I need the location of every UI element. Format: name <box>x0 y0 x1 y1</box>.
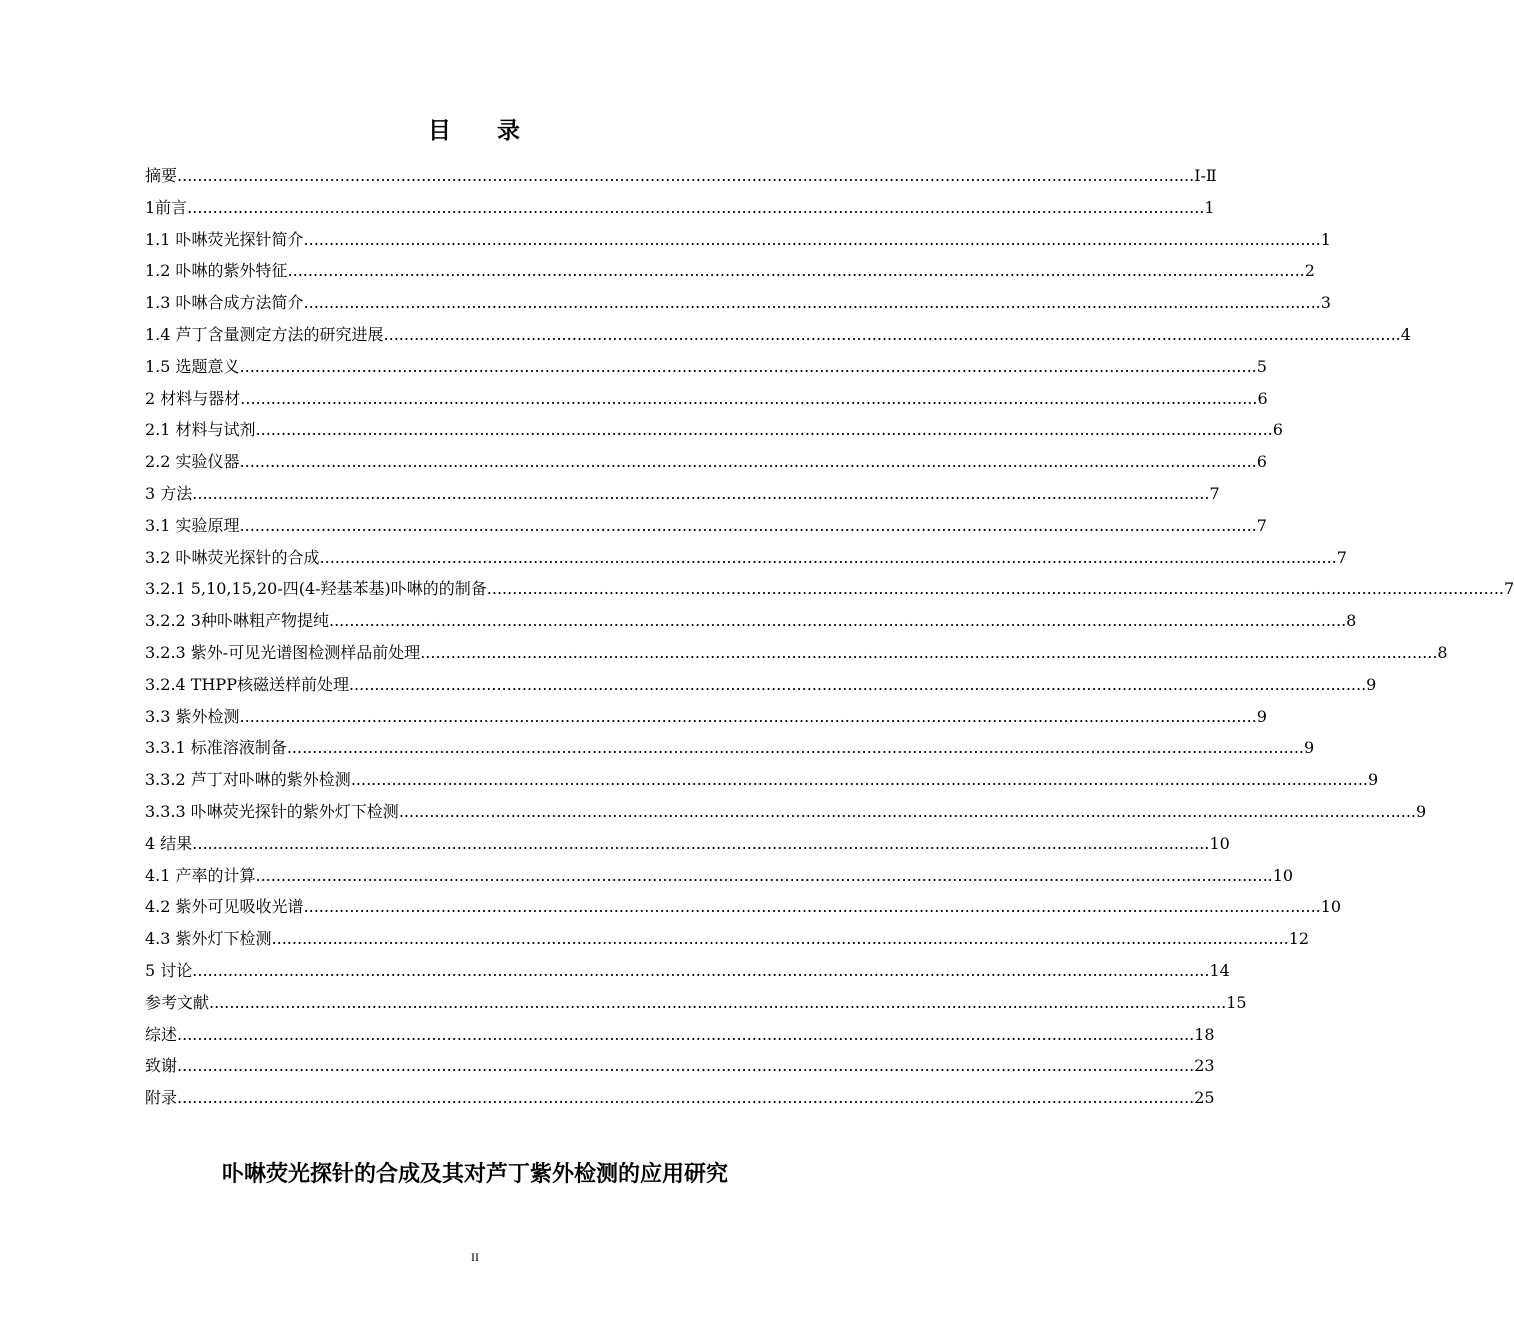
toc-leader-dots: ........................................................................................................................................................................................................ <box>420 642 1438 662</box>
toc-heading-left: 目 <box>428 117 453 144</box>
toc-entry[interactable] <box>145 987 1247 1019</box>
toc-entry-label: 2.2 实验仪器 <box>145 452 240 472</box>
toc-entry-page: 9 <box>1368 770 1379 790</box>
toc-entry-page: 7 <box>1256 515 1267 535</box>
toc-leader-dots: ........................................................................................................................................................................................................ <box>177 1056 1195 1076</box>
toc-entry-label: 3.1 实验原理 <box>145 515 240 535</box>
toc-entry[interactable] <box>145 860 1294 892</box>
table-of-contents <box>145 160 1514 1114</box>
toc-leader-dots: ........................................................................................................................................................................................................ <box>398 801 1416 821</box>
toc-entry-page: 18 <box>1194 1024 1215 1044</box>
toc-leader-dots: ........................................................................................................................................................................................................ <box>239 452 1257 472</box>
toc-leader-dots: ........................................................................................................................................................................................................ <box>486 579 1504 599</box>
toc-leader-dots: ........................................................................................................................................................................................................ <box>303 229 1321 249</box>
toc-leader-dots: ........................................................................................................................................................................................................ <box>239 706 1257 726</box>
toc-entry-label: 1.4 芦丁含量测定方法的研究进展 <box>145 324 384 344</box>
toc-entry-page: Ⅰ-Ⅱ <box>1194 166 1217 185</box>
toc-entry[interactable] <box>145 160 1217 192</box>
toc-entry-label: 4.2 紫外可见吸收光谱 <box>145 897 304 917</box>
toc-entry[interactable] <box>145 701 1267 733</box>
toc-entry-label: 3.2.1 5,10,15,20-四(4-羟基苯基)卟啉的的制备 <box>145 579 487 599</box>
toc-entry-label: 3.3.1 标准溶液制备 <box>145 738 287 758</box>
toc-leader-dots: ........................................................................................................................................................................................................ <box>177 1024 1195 1044</box>
toc-entry-page: 8 <box>1346 611 1357 631</box>
toc-entry-label: 3.3.3 卟啉荧光探针的紫外灯下检测 <box>145 801 399 821</box>
toc-entry-label: 1前言 <box>145 197 188 217</box>
toc-leader-dots: ........................................................................................................................................................................................................ <box>350 770 1368 790</box>
toc-entry-label: 3.3.2 芦丁对卟啉的紫外检测 <box>145 770 351 790</box>
toc-entry-page: 4 <box>1400 324 1411 344</box>
toc-leader-dots: ........................................................................................................................................................................................................ <box>240 388 1258 408</box>
toc-leader-dots: ........................................................................................................................................................................................................ <box>383 324 1401 344</box>
toc-entry-page: 9 <box>1416 801 1427 821</box>
toc-entry-page: 8 <box>1437 642 1448 662</box>
toc-entry[interactable] <box>145 764 1379 796</box>
toc-entry-page: 14 <box>1209 960 1230 980</box>
toc-entry-label: 2 材料与器材 <box>145 388 241 408</box>
toc-entry-page: 7 <box>1336 547 1347 567</box>
toc-entry-label: 3.2.2 3种卟啉粗产物提纯 <box>145 611 329 631</box>
toc-entry-page: 10 <box>1272 865 1294 885</box>
toc-entry[interactable] <box>145 383 1268 415</box>
toc-entry[interactable] <box>145 319 1411 351</box>
toc-entry-page: 6 <box>1256 452 1267 472</box>
toc-leader-dots: ........................................................................................................................................................................................................ <box>187 197 1205 217</box>
toc-heading-right: 录 <box>497 117 522 144</box>
toc-entry-label: 摘要 <box>145 166 178 185</box>
thesis-title: 卟啉荧光探针的合成及其对芦丁紫外检测的应用研究 <box>221 1161 728 1187</box>
toc-entry-page: 1 <box>1204 197 1215 217</box>
toc-entry-page: 10 <box>1209 833 1230 853</box>
toc-leader-dots: ........................................................................................................................................................................................................ <box>271 929 1289 949</box>
toc-entry-label: 4 结果 <box>145 833 193 853</box>
toc-entry[interactable] <box>145 192 1215 224</box>
toc-entry[interactable] <box>145 1019 1215 1051</box>
toc-entry[interactable] <box>145 891 1342 923</box>
toc-entry-label: 1.2 卟啉的紫外特征 <box>145 261 288 281</box>
toc-leader-dots: ........................................................................................................................................................................................................ <box>348 674 1367 694</box>
toc-leader-dots: ........................................................................................................................................................................................................ <box>239 515 1257 535</box>
toc-entry[interactable] <box>145 255 1315 287</box>
toc-entry[interactable] <box>145 1082 1215 1114</box>
toc-leader-dots: ........................................................................................................................................................................................................ <box>287 261 1305 281</box>
toc-entry-page: 10 <box>1320 897 1342 917</box>
toc-entry-label: 1.5 选题意义 <box>145 356 240 376</box>
toc-entry-label: 附录 <box>145 1088 178 1108</box>
toc-leader-dots: ........................................................................................................................................................................................................ <box>192 483 1210 503</box>
toc-entry-label: 3.2.3 紫外-可见光谱图检测样品前处理 <box>145 642 421 662</box>
toc-entry-page: 5 <box>1256 356 1267 376</box>
toc-entry[interactable] <box>145 351 1267 383</box>
toc-leader-dots: ........................................................................................................................................................................................................ <box>177 1088 1195 1108</box>
toc-entry[interactable] <box>145 732 1315 764</box>
toc-entry-label: 4.1 产率的计算 <box>145 865 256 885</box>
toc-entry[interactable] <box>145 669 1377 701</box>
toc-entry[interactable] <box>145 478 1220 510</box>
toc-entry-page: 12 <box>1288 929 1310 949</box>
toc-entry-page: 9 <box>1366 674 1377 694</box>
toc-entry-page: 15 <box>1226 992 1247 1012</box>
toc-entry-page: 7 <box>1503 579 1514 599</box>
toc-leader-dots: ........................................................................................................................................................................................................ <box>328 611 1347 631</box>
toc-entry-page: 2 <box>1304 261 1315 281</box>
toc-entry[interactable] <box>145 955 1230 987</box>
toc-entry[interactable] <box>145 510 1267 542</box>
page-number-footer: II <box>471 1250 479 1264</box>
toc-entry-page: 9 <box>1256 706 1267 726</box>
toc-entry-page: 6 <box>1257 388 1268 408</box>
toc-entry-label: 参考文献 <box>145 992 210 1012</box>
toc-leader-dots: ........................................................................................................................................................................................................ <box>239 356 1257 376</box>
toc-entry-page: 7 <box>1209 483 1220 503</box>
toc-entry[interactable] <box>145 796 1427 828</box>
toc-entry[interactable] <box>145 828 1230 860</box>
toc-entry-label: 4.3 紫外灯下检测 <box>145 929 272 949</box>
toc-entry-label: 5 讨论 <box>145 960 193 980</box>
toc-heading <box>0 112 950 145</box>
toc-entry-page: 9 <box>1304 738 1315 758</box>
toc-entry[interactable] <box>145 923 1310 955</box>
toc-entry-label: 3.2.4 THPP核磁送样前处理 <box>145 674 349 694</box>
toc-entry-label: 3.2 卟啉荧光探针的合成 <box>145 547 320 567</box>
toc-entry-page: 1 <box>1320 229 1331 249</box>
toc-leader-dots: ........................................................................................................................................................................................................ <box>255 865 1273 885</box>
toc-leader-dots: ........................................................................................................................................................................................................ <box>192 960 1210 980</box>
toc-entry[interactable] <box>145 637 1448 669</box>
toc-entry-label: 1.3 卟啉合成方法简介 <box>145 293 304 313</box>
toc-entry-page: 3 <box>1320 293 1331 313</box>
toc-entry[interactable] <box>145 224 1331 256</box>
toc-entry-label: 3.3 紫外检测 <box>145 706 240 726</box>
toc-entry[interactable] <box>145 542 1347 574</box>
toc-entry-page: 23 <box>1194 1056 1215 1076</box>
toc-leader-dots: ........................................................................................................................................................................................................ <box>192 833 1210 853</box>
toc-leader-dots: ........................................................................................................................................................................................................ <box>303 897 1321 917</box>
toc-entry-label: 2.1 材料与试剂 <box>145 420 256 440</box>
toc-entry[interactable] <box>145 287 1331 319</box>
toc-entry[interactable] <box>145 1050 1215 1082</box>
toc-entry[interactable] <box>145 414 1283 446</box>
toc-entry[interactable] <box>145 605 1357 637</box>
toc-entry[interactable] <box>145 573 1514 605</box>
toc-entry-page: 6 <box>1272 420 1283 440</box>
toc-entry-label: 1.1 卟啉荧光探针简介 <box>145 229 304 249</box>
toc-entry-page: 25 <box>1194 1088 1215 1108</box>
toc-leader-dots: ........................................................................................................................................................................................................ <box>286 738 1304 758</box>
toc-entry[interactable] <box>145 446 1267 478</box>
toc-leader-dots: ........................................................................................................................................................................................................ <box>319 547 1337 567</box>
toc-entry-label: 综述 <box>145 1024 178 1044</box>
toc-leader-dots: ........................................................................................................................................................................................................ <box>255 420 1273 440</box>
toc-entry-label: 致谢 <box>145 1056 178 1076</box>
toc-leader-dots: ........................................................................................................................................................................................................ <box>177 166 1195 185</box>
toc-entry-label: 3 方法 <box>145 483 193 503</box>
toc-leader-dots: ........................................................................................................................................................................................................ <box>209 992 1227 1012</box>
toc-leader-dots: ........................................................................................................................................................................................................ <box>303 293 1321 313</box>
